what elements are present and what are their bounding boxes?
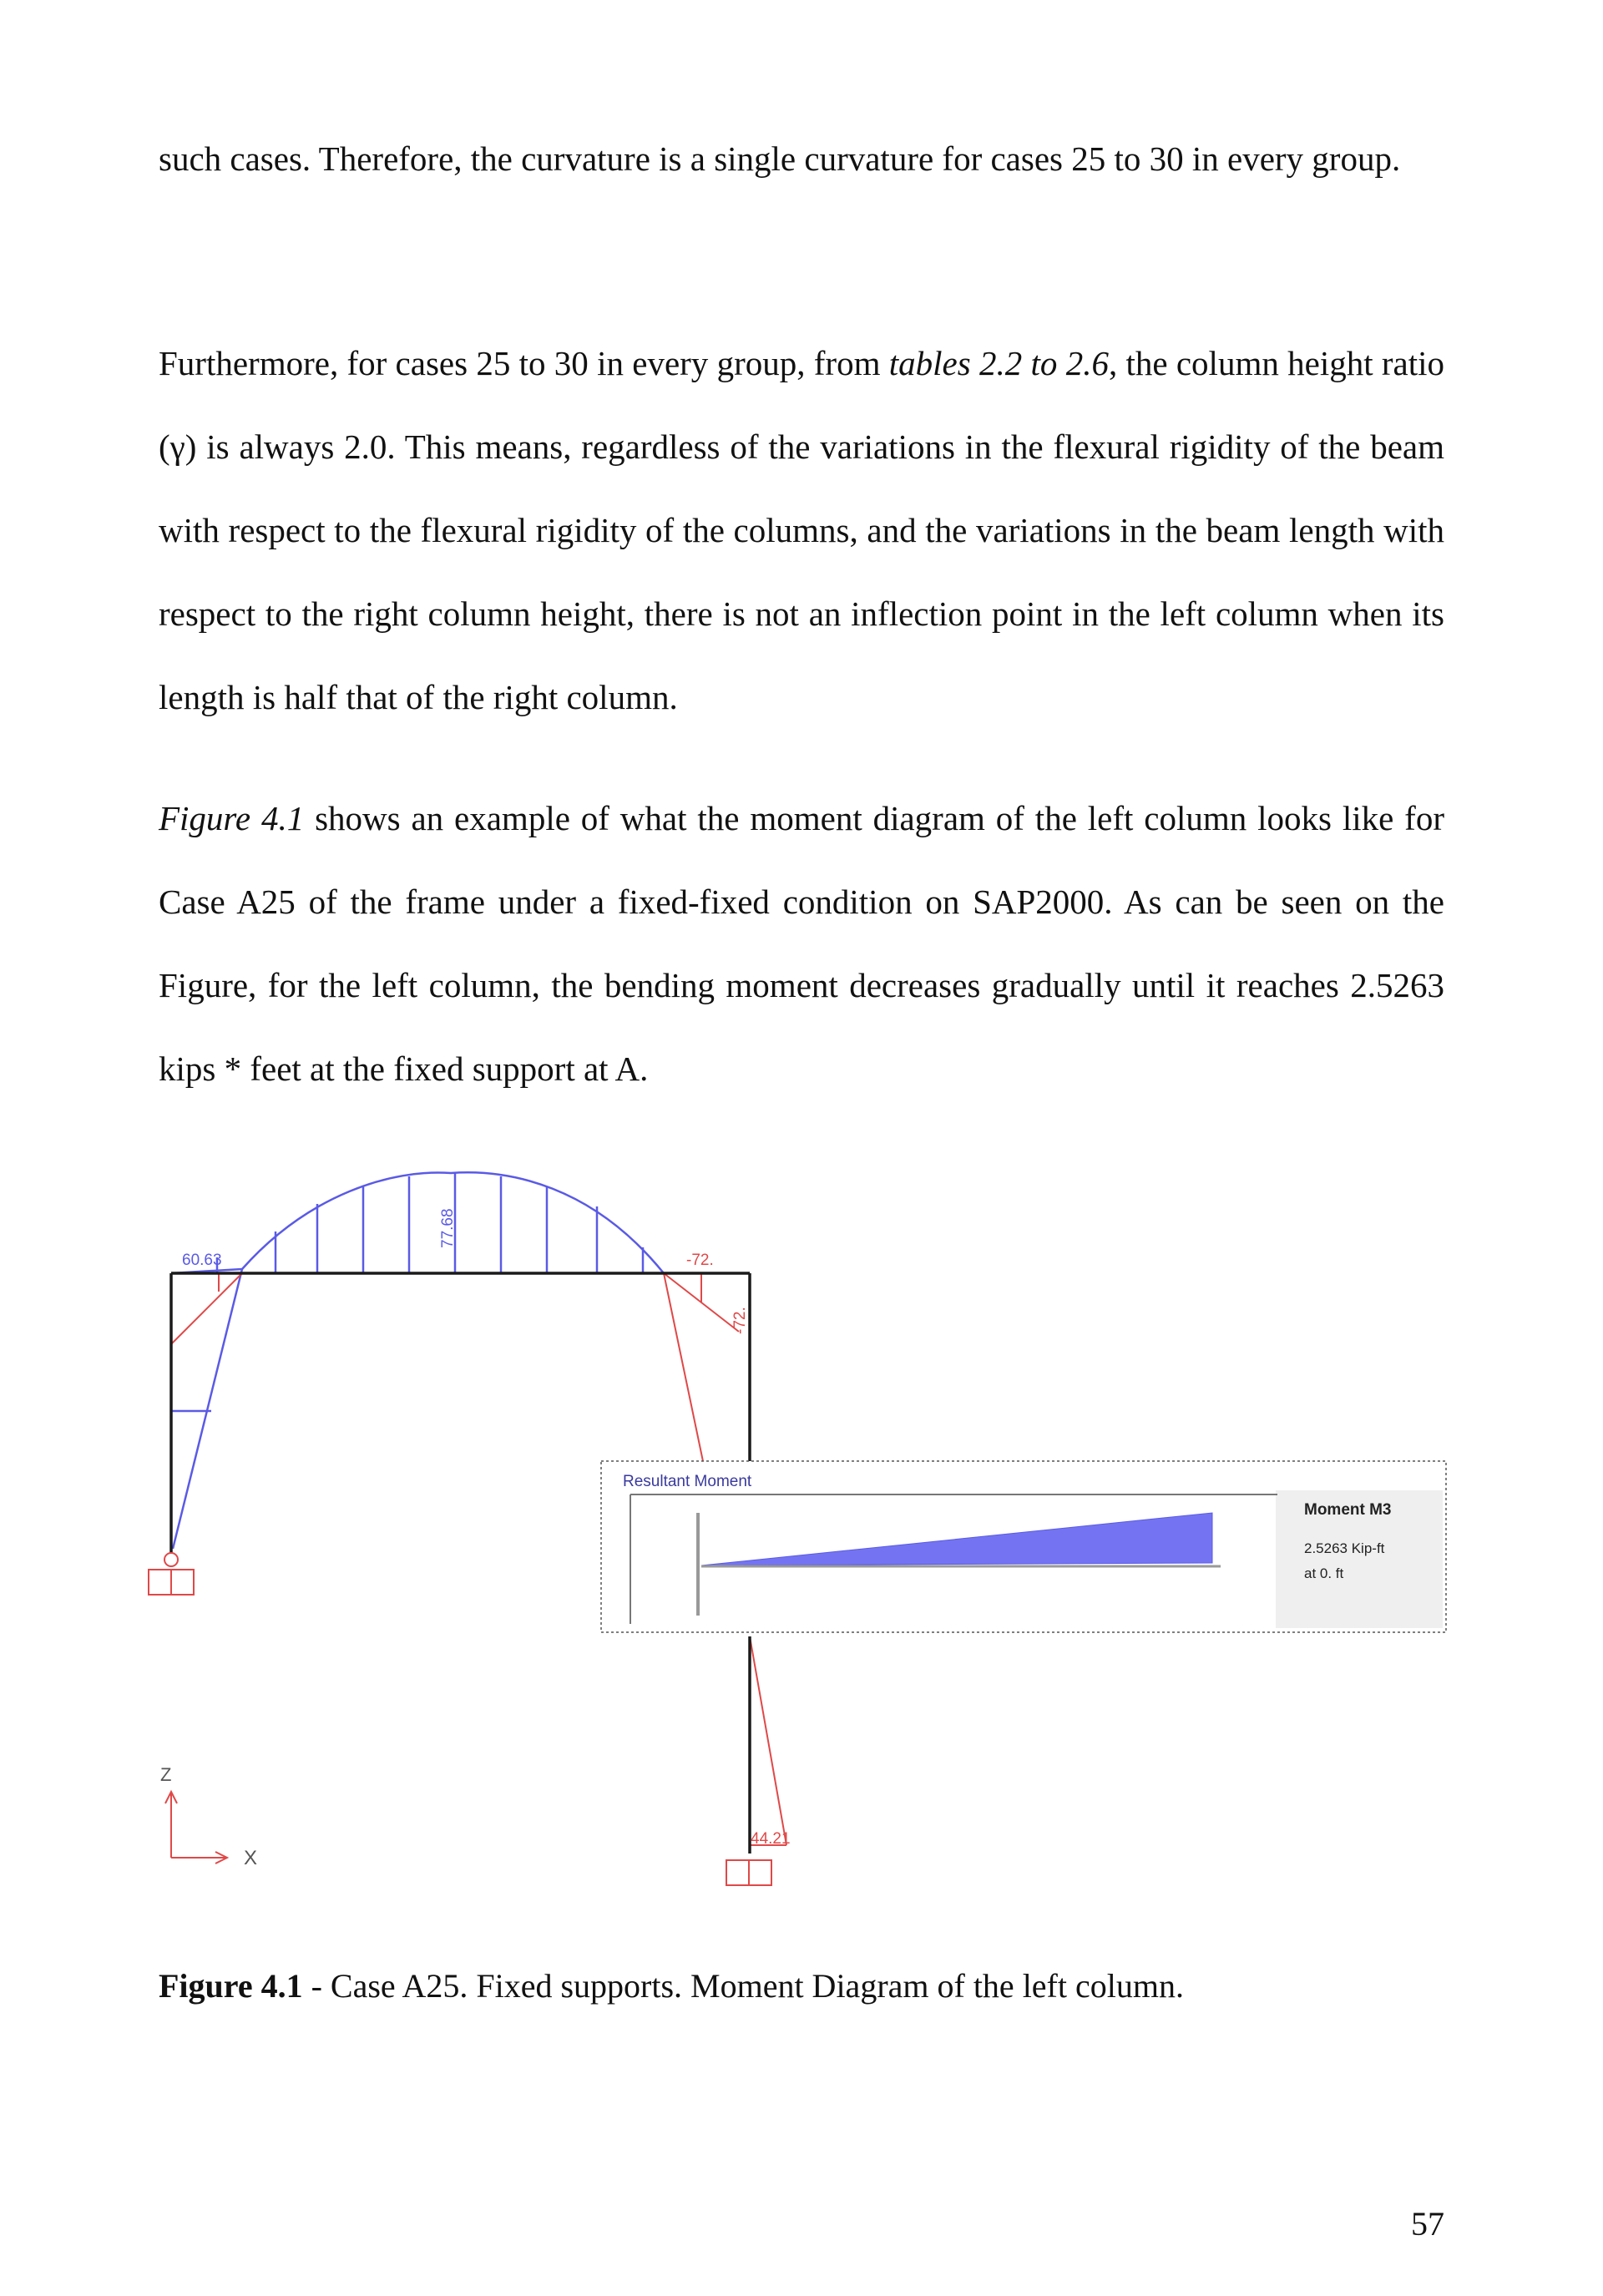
paragraph-2-post: , the column height ratio (γ) is always 2.0. This means, regardless of the variations in the flexural rigidity of the beam with respect to the flexural rigidity of the columns, and the variations in the beam length with respect to the right column height, there is not an inflection point in the left column when its length is half that of the right column. [159, 344, 1445, 716]
popup-heading: Moment M3 [1304, 1501, 1392, 1519]
figure-caption [159, 1966, 1184, 2005]
beam-moment-curve [171, 1172, 664, 1273]
paragraph-1: such cases. Therefore, the curvature is a single curvature for cases 25 to 30 in every group. [159, 139, 1401, 178]
label-left-top: 60.63 [182, 1252, 222, 1269]
paragraph-2 [159, 321, 1444, 739]
label-right-top-vertical: -72. [731, 1307, 749, 1334]
paragraph-2-pre: Furthermore, for cases 25 to 30 in every group, from [159, 344, 889, 382]
moment-diagram-figure [0, 1135, 1603, 1904]
z-axis-label: Z [160, 1764, 172, 1785]
caption-label: Figure 4.1 [159, 1967, 303, 2005]
right-fixed-support-icon [726, 1860, 771, 1885]
resultant-moment-popup [601, 1461, 1446, 1632]
right-column-red-line [750, 1636, 786, 1845]
tables-reference: tables 2.2 to 2.6 [888, 344, 1109, 382]
label-right-bottom: 44.21 [751, 1830, 791, 1848]
page-number: 57 [1411, 2205, 1444, 2243]
popup-title: Resultant Moment [623, 1473, 752, 1490]
axis-triad [160, 1764, 257, 1869]
label-beam-max: 77.68 [439, 1208, 457, 1248]
popup-location: at 0. ft [1304, 1565, 1344, 1581]
x-axis-label: X [244, 1847, 258, 1869]
label-right-top-horizontal: -72. [686, 1252, 714, 1269]
paragraph-3 [159, 776, 1444, 1110]
left-column-blue-line [173, 1269, 242, 1549]
blue-moment-diagram [171, 1172, 664, 1549]
left-fixed-support-icon [149, 1553, 194, 1595]
paragraph-3-post: shows an example of what the moment diagram of the left column looks like for Case A25 of the frame under a fixed-fixed condition on SAP2000. As can be seen on the Figure, for the left column, the bending moment decreases gradually until it reaches 2.5263 kips * feet at the fixed support at A. [159, 799, 1444, 1088]
popup-value: 2.5263 Kip-ft [1304, 1540, 1385, 1556]
caption-text: - Case A25. Fixed supports. Moment Diagram of the left column. [302, 1967, 1184, 2005]
figure-reference: Figure 4.1 [159, 799, 305, 837]
